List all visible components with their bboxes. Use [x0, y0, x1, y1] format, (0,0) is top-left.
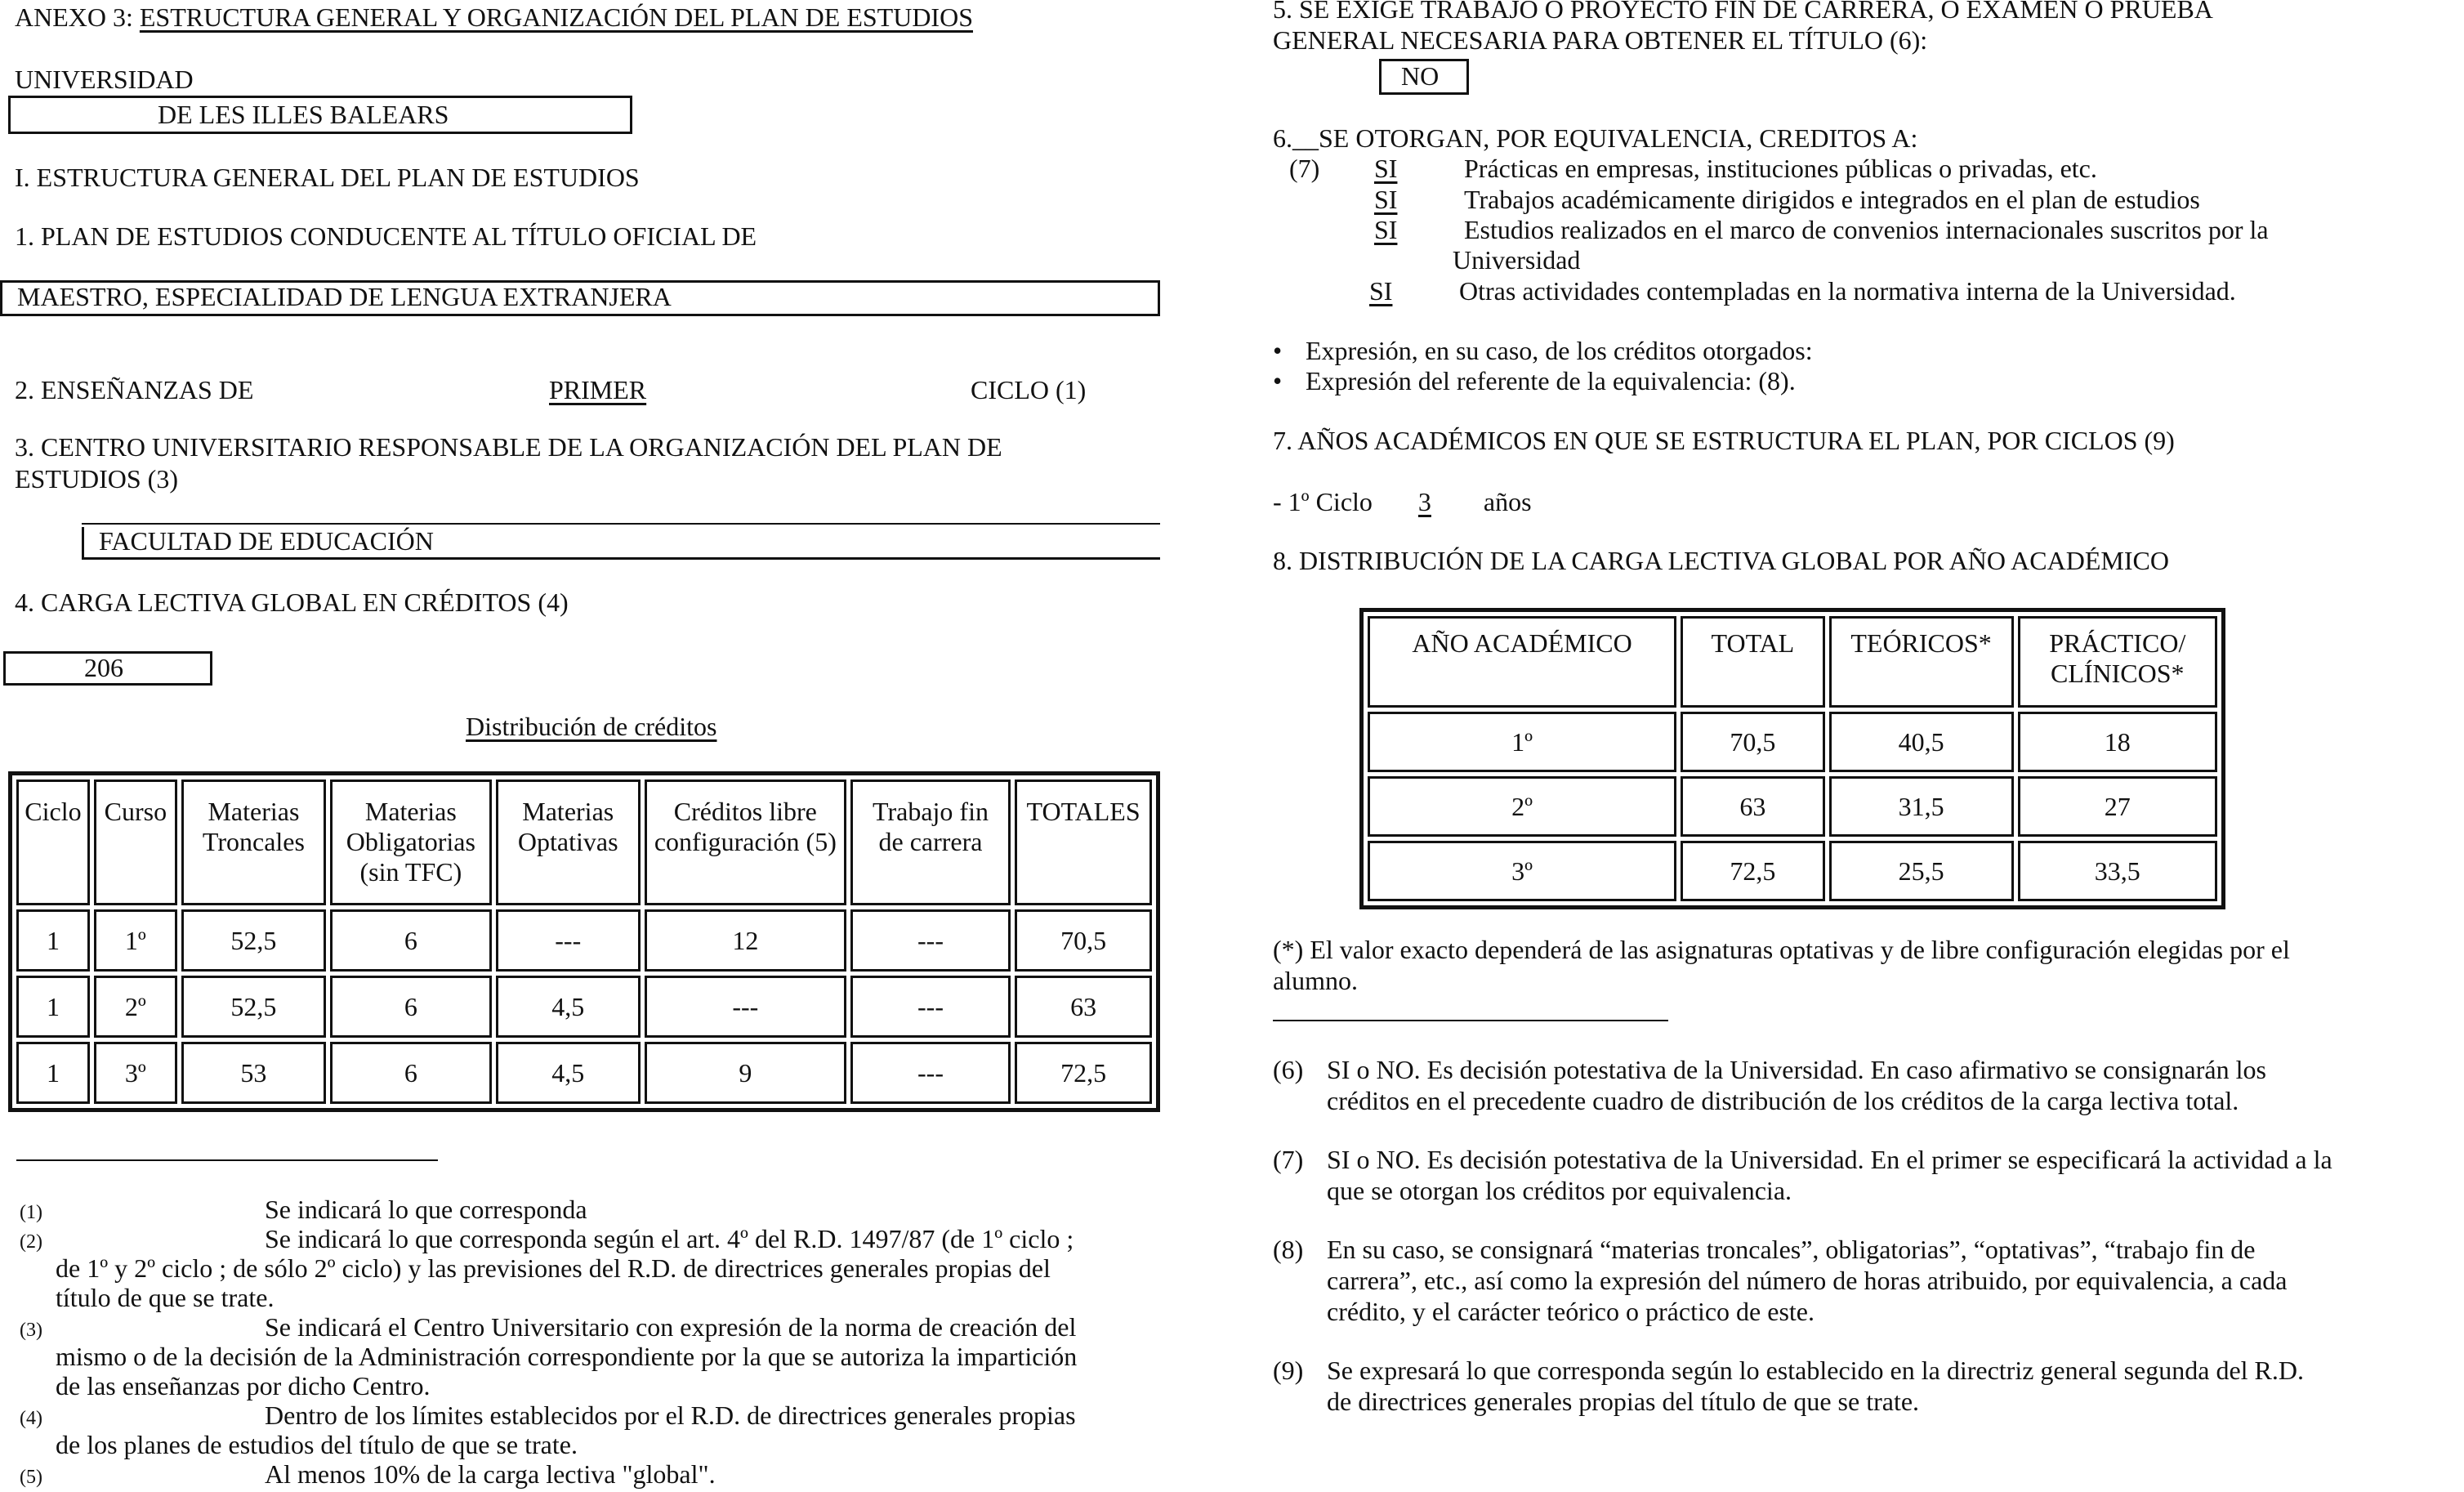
- equivalence-value: SI: [1374, 215, 1398, 244]
- item-2-value: PRIMER: [549, 375, 647, 404]
- item-2-label: 2. ENSEÑANZAS DE: [15, 375, 254, 404]
- table-cell: ---: [850, 976, 1011, 1038]
- table-cell: ---: [850, 909, 1011, 972]
- header-cell: Trabajo fin de carrera: [850, 780, 1011, 905]
- bullet-icon: •: [1273, 336, 1283, 365]
- footnote-3: [20, 1312, 1078, 1400]
- annex-label: ANEXO 3:: [15, 2, 133, 32]
- cycle-value: 3: [1417, 487, 1431, 516]
- table-cell: 1: [16, 1042, 90, 1104]
- table-cell: 12: [645, 909, 846, 972]
- item-4-heading: 4. CARGA LECTIVA GLOBAL EN CRÉDITOS (4): [15, 587, 569, 617]
- cycle-years-row: [1273, 486, 1532, 517]
- cycle-unit: años: [1483, 487, 1532, 516]
- table-header-row: [16, 780, 1152, 905]
- item-5-line2: GENERAL NECESARIA PARA OBTENER EL TÍTULO (6):: [1273, 25, 1928, 55]
- total-credits-field: 206: [3, 651, 212, 686]
- note-line3: crédito, y el carácter teórico o práctico de este.: [1327, 1297, 1815, 1326]
- footnote-text-line3: de las enseñanzas por dicho Centro.: [56, 1371, 431, 1400]
- footnote-4: [20, 1400, 1076, 1459]
- equivalence-item: [1363, 153, 2097, 184]
- table-row: [16, 976, 1152, 1038]
- annex-heading: [15, 2, 973, 33]
- footnote-text-line2: mismo o de la decisión de la Administración correspondiente por la que se autoriza la impartición: [56, 1342, 1078, 1371]
- header-cell: TOTAL: [1681, 616, 1825, 708]
- note-line1: En su caso, se consignará “materias troncales”, obligatorias”, “optativas”, “trabajo fin de: [1327, 1235, 2256, 1264]
- footnote-text-line3: título de que se trate.: [56, 1283, 275, 1312]
- table-cell: 1º: [1368, 712, 1676, 772]
- note-line2: de directrices generales propias del título de que se trate.: [1327, 1387, 1920, 1416]
- footnote-text-line2: de los planes de estudios del título de que se trate.: [56, 1430, 578, 1459]
- item-6-note: (7): [1289, 154, 1320, 183]
- asterisk-note-line1: (*) El valor exacto dependerá de las asignaturas optativas y de libre configuración elegidas por el: [1273, 935, 2290, 964]
- footnote-5: [20, 1459, 716, 1492]
- table-cell: 6: [330, 909, 492, 972]
- table-cell: 2º: [94, 976, 177, 1038]
- bullet-item: [1273, 335, 1813, 366]
- table-cell: 72,5: [1681, 841, 1825, 901]
- item-2-suffix: CICLO (1): [971, 375, 1087, 404]
- item-8-heading: 8. DISTRIBUCIÓN DE LA CARGA LECTIVA GLOBAL POR AÑO ACADÉMICO: [1273, 546, 2169, 575]
- footnote-text-line1: Se indicará lo que corresponda según el art. 4º del R.D. 1497/87 (de 1º ciclo ;: [265, 1224, 1074, 1253]
- footnote-text: Se indicará lo que corresponda: [265, 1195, 587, 1224]
- table-cell: 63: [1015, 976, 1152, 1038]
- table-cell: ---: [645, 976, 846, 1038]
- item-7-heading: 7. AÑOS ACADÉMICOS EN QUE SE ESTRUCTURA EL PLAN, POR CICLOS (9): [1273, 426, 2175, 455]
- note-8: [1273, 1234, 2433, 1327]
- header-cell: Materias Obligatorias (sin TFC): [330, 780, 492, 905]
- table-cell: 6: [330, 976, 492, 1038]
- header-cell: Materias Optativas: [496, 780, 641, 905]
- asterisk-note-line2: alumno.: [1273, 966, 1358, 995]
- cycle-label: - 1º Ciclo: [1273, 487, 1373, 516]
- footnote-mark: (5): [20, 1467, 42, 1488]
- note-line1: SI o NO. Es decisión potestativa de la Universidad. En el primer se especificará la actividad a la: [1327, 1145, 2332, 1174]
- table-cell: 31,5: [1829, 776, 2014, 837]
- table-cell: 3º: [94, 1042, 177, 1104]
- item-6-heading: 6.__SE OTORGAN, POR EQUIVALENCIA, CREDITOS A:: [1273, 123, 1918, 153]
- header-cell: Curso: [94, 780, 177, 905]
- bullet-icon: •: [1273, 366, 1283, 395]
- bullet-text: Expresión, en su caso, de los créditos otorgados:: [1306, 336, 1813, 365]
- header-cell: Ciclo: [16, 780, 90, 905]
- university-name-field: DE LES ILLES BALEARS: [8, 96, 632, 134]
- table-cell: 63: [1681, 776, 1825, 837]
- note-mark: (6): [1273, 1055, 1304, 1084]
- table-cell: 1: [16, 909, 90, 972]
- header-cell: PRÁCTICO/ CLÍNICOS*: [2018, 616, 2217, 708]
- item-1-heading: 1. PLAN DE ESTUDIOS CONDUCENTE AL TÍTULO OFICIAL DE: [15, 221, 757, 251]
- table-cell: 52,5: [181, 976, 326, 1038]
- notes-separator: [1273, 1020, 1668, 1021]
- year-distribution-table: [1359, 608, 2225, 909]
- header-cell: TOTALES: [1015, 780, 1152, 905]
- note-line1: Se expresará lo que corresponda según lo establecido en la directriz general segunda del R.D.: [1327, 1356, 2304, 1385]
- equivalence-text: Prácticas en empresas, instituciones públicas o privadas, etc.: [1464, 154, 2097, 183]
- table-cell: 2º: [1368, 776, 1676, 837]
- table-row: [1368, 776, 2217, 837]
- equivalence-text: Trabajos académicamente dirigidos e integrados en el plan de estudios: [1464, 185, 2200, 214]
- header-cell: TEÓRICOS*: [1829, 616, 2014, 708]
- equivalence-item: [1363, 184, 2200, 215]
- note-mark: (8): [1273, 1235, 1304, 1264]
- table-header-row: [1368, 616, 2217, 708]
- equivalence-value: SI: [1369, 276, 1393, 306]
- note-7: [1273, 1144, 2433, 1206]
- table-cell: 4,5: [496, 1042, 641, 1104]
- bullet-item: [1273, 365, 1796, 396]
- table-cell: 72,5: [1015, 1042, 1152, 1104]
- table-cell: 33,5: [2018, 841, 2217, 901]
- item-5-value-field: NO: [1379, 59, 1469, 95]
- footnote-text-line1: Se indicará el Centro Universitario con expresión de la norma de creación del: [265, 1312, 1077, 1342]
- credits-distribution-table: [8, 771, 1160, 1112]
- note-line2: que se otorgan los créditos por equivalencia.: [1327, 1176, 1792, 1205]
- footnote-text-line1: Dentro de los límites establecidos por el R.D. de directrices generales propias: [265, 1400, 1076, 1430]
- equivalence-text: Estudios realizados en el marco de convenios internacionales suscritos por la: [1464, 215, 2269, 244]
- centre-top-rule: [82, 523, 1160, 525]
- table-cell: 25,5: [1829, 841, 2014, 901]
- equivalence-item: [1363, 214, 2269, 275]
- item-5-line1: 5. SE EXIGE TRABAJO O PROYECTO FIN DE CARRERA, O EXAMEN O PRUEBA: [1273, 0, 2213, 24]
- item-3-line2: ESTUDIOS (3): [15, 464, 178, 494]
- distribution-title: Distribución de créditos: [466, 712, 717, 741]
- note-line1: SI o NO. Es decisión potestativa de la Universidad. En caso afirmativo se consignarán los: [1327, 1055, 2266, 1084]
- university-label: UNIVERSIDAD: [15, 65, 194, 94]
- table-row: [16, 1042, 1152, 1104]
- bullet-text: Expresión del referente de la equivalencia: (8).: [1306, 366, 1796, 395]
- table-row: [16, 909, 1152, 972]
- degree-title-field: MAESTRO, ESPECIALIDAD DE LENGUA EXTRANJERA: [0, 280, 1160, 316]
- equivalence-item: [1363, 275, 2236, 306]
- note-mark: (7): [1273, 1145, 1304, 1174]
- table-cell: ---: [496, 909, 641, 972]
- header-cell: Materias Troncales: [181, 780, 326, 905]
- note-6: [1273, 1054, 2433, 1116]
- section-I-heading: I. ESTRUCTURA GENERAL DEL PLAN DE ESTUDIOS: [15, 163, 640, 192]
- table-cell: 70,5: [1015, 909, 1152, 972]
- footnote-mark: (4): [20, 1408, 42, 1429]
- table-cell: 6: [330, 1042, 492, 1104]
- table-cell: 3º: [1368, 841, 1676, 901]
- table-cell: ---: [850, 1042, 1011, 1104]
- table-cell: 9: [645, 1042, 846, 1104]
- header-cell: AÑO ACADÉMICO: [1368, 616, 1676, 708]
- footnote-mark: (3): [20, 1320, 42, 1341]
- table-cell: 27: [2018, 776, 2217, 837]
- table-cell: 18: [2018, 712, 2217, 772]
- header-cell: Créditos libre configuración (5): [645, 780, 846, 905]
- equivalence-text-line2: Universidad: [1453, 245, 1581, 275]
- footnote-text: Al menos 10% de la carga lectiva "global".: [265, 1459, 716, 1489]
- table-cell: 53: [181, 1042, 326, 1104]
- note-mark: (9): [1273, 1356, 1304, 1385]
- item-3-line1: 3. CENTRO UNIVERSITARIO RESPONSABLE DE LA ORGANIZACIÓN DEL PLAN DE: [15, 432, 1002, 462]
- table-row: [1368, 712, 2217, 772]
- table-cell: 1: [16, 976, 90, 1038]
- equivalence-text: Otras actividades contempladas en la normativa interna de la Universidad.: [1459, 276, 2236, 306]
- footnote-text-line2: de 1º y 2º ciclo ; de sólo 2º ciclo) y las previsiones del R.D. de directrices generales propias del: [56, 1253, 1051, 1283]
- table-cell: 70,5: [1681, 712, 1825, 772]
- footnote-mark: (1): [20, 1202, 42, 1223]
- note-line2: carrera”, etc., así como la expresión del número de horas atribuido, por equivalencia, a cada: [1327, 1266, 2288, 1295]
- centre-field: FACULTAD DE EDUCACIÓN: [82, 527, 1160, 560]
- footnote-mark: (2): [20, 1231, 42, 1253]
- equivalence-value: SI: [1374, 185, 1398, 214]
- note-9: [1273, 1355, 2433, 1417]
- table-cell: 1º: [94, 909, 177, 972]
- table-cell: 52,5: [181, 909, 326, 972]
- footnote-1: [20, 1195, 587, 1227]
- note-line2: créditos en el precedente cuadro de distribución de los créditos de la carga lectiva total.: [1327, 1086, 2239, 1115]
- equivalence-value: SI: [1374, 154, 1398, 183]
- footnote-separator: [16, 1159, 438, 1161]
- table-cell: 4,5: [496, 976, 641, 1038]
- annex-title: ESTRUCTURA GENERAL Y ORGANIZACIÓN DEL PLAN DE ESTUDIOS: [139, 2, 973, 32]
- table-row: [1368, 841, 2217, 901]
- table-cell: 40,5: [1829, 712, 2014, 772]
- footnote-2: [20, 1224, 1074, 1312]
